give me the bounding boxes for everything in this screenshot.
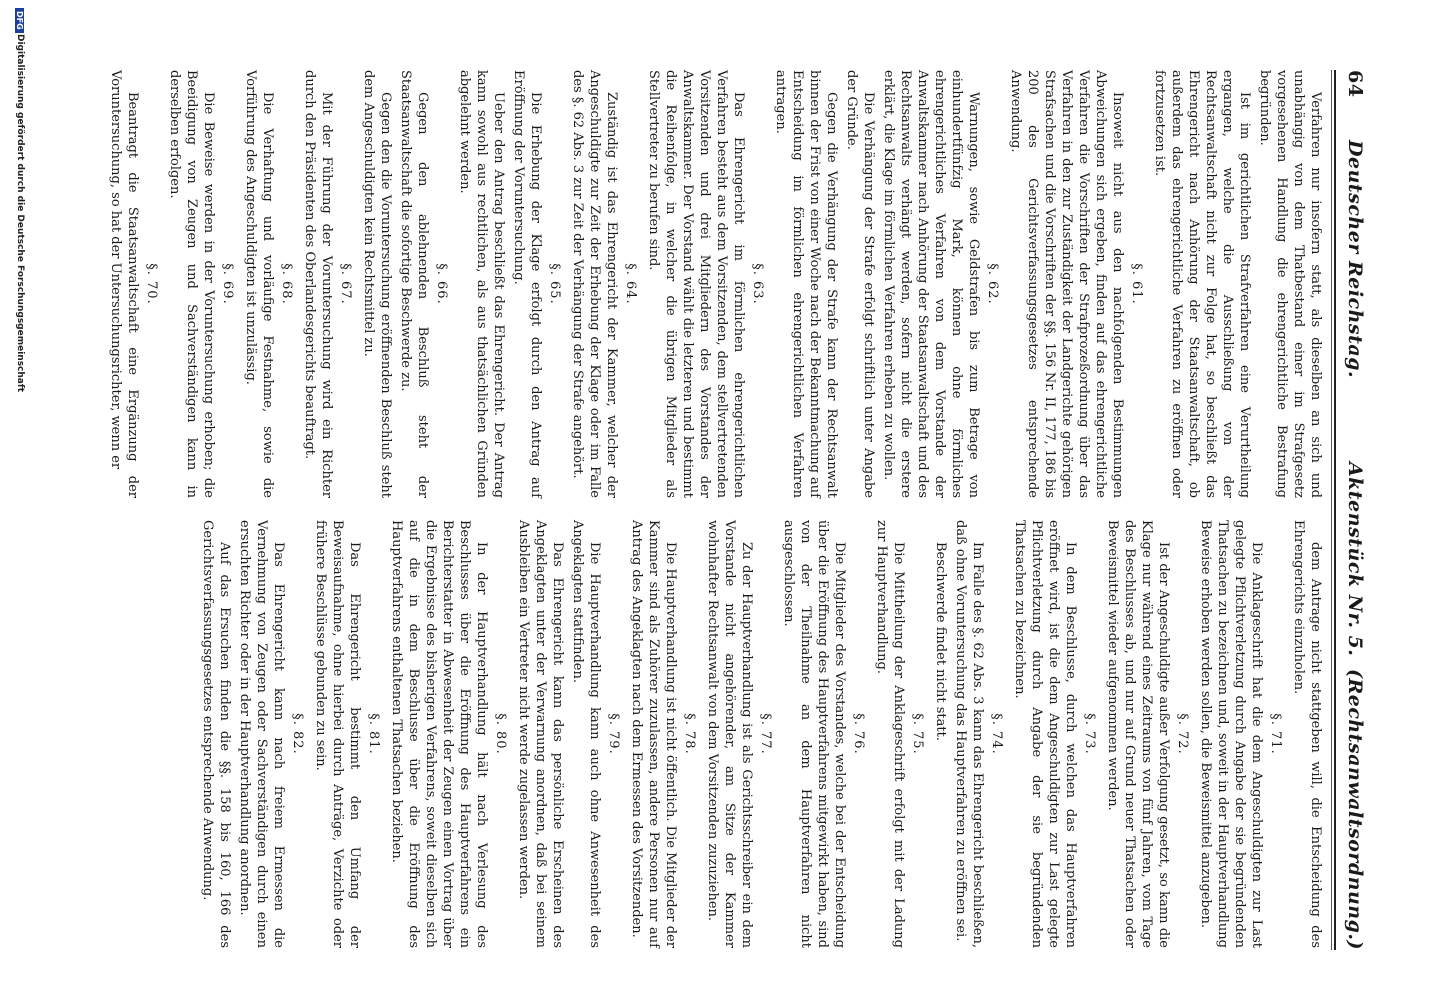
right-column	[196, 520, 1324, 948]
section-number: §. 70.	[144, 263, 159, 305]
page-number: 64	[1344, 70, 1366, 98]
section-number: §. 75.	[910, 713, 925, 755]
section-number: §. 72.	[1175, 713, 1190, 755]
paragraph: In dem Beschlusse, durch welchen das Hauptverfahren eröffnet wird, ist die dem Angeschuldigten zur Last gelegte Pflichtverletzung durch Angabe der sie begründenden Thatsachen zu bezeichnen.	[1012, 520, 1078, 948]
section-number: §. 64.	[623, 263, 638, 305]
section-number: §. 82.	[290, 713, 305, 755]
section-number: §. 74.	[989, 713, 1004, 755]
paragraph: Ueber den Antrag beschließt das Ehrengericht. Der Antrag kann sowohl aus rechtlichen, als aus thatsächlichen Gründen abgelehnt werden.	[457, 70, 506, 498]
digitization-credit	[7, 0, 27, 1000]
publication-title: Deutscher Reichstag.	[1344, 140, 1366, 379]
paragraph: Ist im gerichtlichen Strafverfahren eine Verurtheilung ergangen, welche die Ausschließung von der Rechtsanwaltschaft nicht zur Folge hat, so beschließt das Ehrengericht nach Anhörung der Staatsanwaltschaft, ob außerdem das ehrengerichtliche Verfahren zu eröffnen oder fortzusetzen ist.	[1152, 70, 1252, 498]
paragraph: Beantragt die Staatsanwaltschaft eine Ergänzung der Voruntersuchung, so hat der Untersuchungsrichter, wenn er	[108, 70, 140, 498]
paragraph: Die Hauptverhandlung kann auch ohne Anwesenheit des Angeklagten stattfinden.	[570, 520, 602, 948]
section-number: §. 69.	[220, 263, 235, 305]
paragraph: Auf das Ersuchen finden die §§. 158 bis 160, 166 des Gerichtsverfassungsgesetzes entsprechende Anwendung.	[200, 520, 232, 948]
section-number: §. 81.	[366, 713, 381, 755]
paragraph: Gegen den die Voruntersuchung eröffnenden Beschluß steht dem Angeschuldigten kein Rechtsmittel zu.	[361, 70, 393, 498]
paragraph: Beschwerde findet nicht statt.	[933, 542, 948, 741]
paragraph: In der Hauptverhandlung hält nach Verlesung des Beschlusses über die Eröffnung des Hauptverfahrens ein Berichterstatter in Abwesenheit der Zeugen einen Vortrag über die Ergebnisse des bisherigen Verfahrens, soweit dieselben sich auf die in dem Beschlusse über die Eröffnung des Hauptverfahrens enthaltenen Thatsachen beziehen.	[389, 520, 489, 948]
section-number: §. 77.	[758, 713, 773, 755]
document-subtitle: (Rechtsanwaltsordnung.)	[1344, 668, 1366, 950]
section-number: §. 73.	[1082, 713, 1097, 755]
credit-text: Digitalisierung gefördert durch die Deutsche Forschungsgemeinschaft	[15, 34, 25, 393]
paragraph: Das Ehrengericht kann nach freiem Ermessen die Vernehmung von Zeugen oder Sachverständigen durch einen ersuchten Richter oder in der Hauptverhandlung anordnen.	[237, 520, 286, 948]
paragraph: dem Antrage nicht stattgeben will, die Entscheidung des Ehrengerichts einzuholen.	[1291, 520, 1323, 948]
paragraph: Die Anklageschrift hat die dem Angeschuldigten zur Last gelegte Pflichtverletzung durch Angabe der sie begründenden Thatsachen zu bezeichnen und, soweit in der Hauptverhandlung Beweise erhoben werden sollen, die Beweismittel anzugeben.	[1198, 520, 1264, 948]
section-number: §. 79.	[606, 713, 621, 755]
header-rule	[1331, 70, 1332, 950]
paragraph: Verfahren nur insofern statt, als dieselben an sich und unabhängig von dem Thatbestand einer im Strafgesetz vorgesehenen Handlung die ehrengerichtliche Bestrafung begründen.	[1257, 70, 1323, 498]
paragraph: Zuständig ist das Ehrengericht der Kammer, welcher der Angeschuldigte zur Zeit der Erhebung der Klage oder im Falle des §. 62 Abs. 3 zur Zeit der Verhängung der Strafe angehört.	[570, 70, 619, 498]
paragraph: Die Mitglieder des Vorstandes, welche bei der Entscheidung über die Eröffnung des Hauptverfahrens mitgewirkt haben, sind von der Theilnahme an dem Hauptverfahren nicht ausgeschlossen.	[781, 520, 847, 948]
paragraph: Die Erhebung der Klage erfolgt durch den Antrag auf Eröffnung der Voruntersuchung.	[511, 70, 543, 498]
page-frame	[80, 70, 1370, 950]
paragraph: Die Verhaftung und vorläufige Festnahme, sowie die Vorführung des Angeschuldigten ist unzulässig.	[243, 70, 275, 498]
dfg-logo: DFG	[15, 8, 24, 33]
section-number: §. 80.	[493, 713, 508, 755]
paragraph: Ist der Angeschuldigte außer Verfolgung gesetzt, so kann die Klage nur während eines Zeitraums von fünf Jahren, vom Tage des Beschlusses ab, und nur auf Grund neuer Thatsachen oder Beweismittel wieder aufgenommen werden.	[1105, 520, 1171, 948]
paragraph: Das Ehrengericht bestimmt den Umfang der Beweisaufnahme, ohne hierbei durch Anträge, Verzichte oder frühere Beschlüsse gebunden zu sein.	[313, 520, 362, 948]
paragraph: Die Verhängung der Strafe erfolgt schriftlich unter Angabe der Gründe.	[844, 70, 876, 498]
paragraph: Zu der Hauptverhandlung ist als Gerichtsschreiber ein dem Vorstande nicht angehörender, am Sitze der Kammer wohnhafter Rechtsanwalt von dem Vorsitzenden zuzuziehen.	[705, 520, 754, 948]
section-number: §. 63.	[750, 263, 765, 305]
paragraph: Die Hauptverhandlung ist nicht öffentlich. Die Mitglieder der Kammer sind als Zuhörer zuzulassen, andere Personen nur auf Antrag des Angeklagten nach dem Ermessen des Vorsitzenden.	[629, 520, 678, 948]
paragraph: Das Ehrengericht kann das persönliche Erscheinen des Angeklagten unter der Verwarnung anordnen, daß bei seinem Ausbleiben ein Vertreter nicht werde zugelassen werden.	[516, 520, 565, 948]
paragraph: Warnungen, sowie Geldstrafen bis zum Betrage von einhundertfünfzig Mark, können ohne förmliches ehrengerichtliches Verfahren von dem Vorstande der Anwaltskammer nach Anhörung der Staatsanwaltschaft und des Rechtsanwalts verhängt werden, sofern nicht die erstere erklärt, die Klage im förmlichen Verfahren erheben zu wollen.	[881, 70, 981, 498]
document-number: Aktenstück Nr. 5.	[1344, 462, 1366, 657]
paragraph: Insoweit nicht aus den nachfolgenden Bestimmungen Abweichungen sich ergeben, finden auf das ehrengerichtliche Verfahren die Vorschriften der Strafprozeßordnung über das Verfahren in den zur Zuständigkeit der Landgerichte gehörigen Strafsachen und die Vorschriften der §§. 156 Nr. II, 177, 186 bis 200 des Gerichtsverfassungsgesetzes entsprechende Anwendung.	[1008, 70, 1125, 498]
paragraph: Gegen den ablehnenden Beschluß steht der Staatsanwaltschaft die sofortige Beschwerde zu.	[398, 70, 430, 498]
section-number: §. 67.	[338, 263, 353, 305]
paragraph: Im Falle des §. 62 Abs. 3 kann das Ehrengericht beschließen, daß ohne Voruntersuchung das Hauptverfahren zu eröffnen sei.	[953, 520, 985, 948]
paragraph: Die Beweise werden in der Voruntersuchung erhoben; die Beeidigung von Zeugen und Sachverständigen kann in derselben erfolgen.	[167, 70, 216, 498]
section-number: §. 68.	[279, 263, 294, 305]
section-number: §. 71.	[1268, 713, 1283, 755]
paragraph: Mit der Führung der Voruntersuchung wird ein Richter durch den Präsidenten des Oberlandesgerichts beauftragt.	[302, 70, 334, 498]
section-number: §. 61.	[1129, 263, 1144, 305]
section-number: §. 76.	[851, 713, 866, 755]
paragraph: Gegen die Verhängung der Strafe kann der Rechtsanwalt binnen der Frist von einer Woche nach der Bekanntmachung auf Entscheidung im förmlichen ehrengerichtlichen Verfahren antragen.	[773, 70, 839, 498]
page-header	[1334, 70, 1370, 950]
paragraph: Das Ehrengericht im förmlichen ehrengerichtlichen Verfahren besteht aus dem Vorsitzenden, dem stellvertretenden Vorsitzenden und drei Mitgliedern des Vorstandes der Anwaltskammer. Der Vorstand wählt die letzteren und bestimmt die Reihenfolge, in welcher die übrigen Mitglieder als Stellvertreter zu berufen sind.	[646, 70, 746, 498]
section-number: §. 62.	[985, 263, 1000, 305]
left-column	[104, 70, 1324, 498]
paragraph: Die Mittheilung der Anklageschrift erfolgt mit der Ladung zur Hauptverhandlung.	[874, 520, 906, 948]
section-number: §. 78.	[682, 713, 697, 755]
section-number: §. 66.	[434, 263, 449, 305]
section-number: §. 65.	[547, 263, 562, 305]
